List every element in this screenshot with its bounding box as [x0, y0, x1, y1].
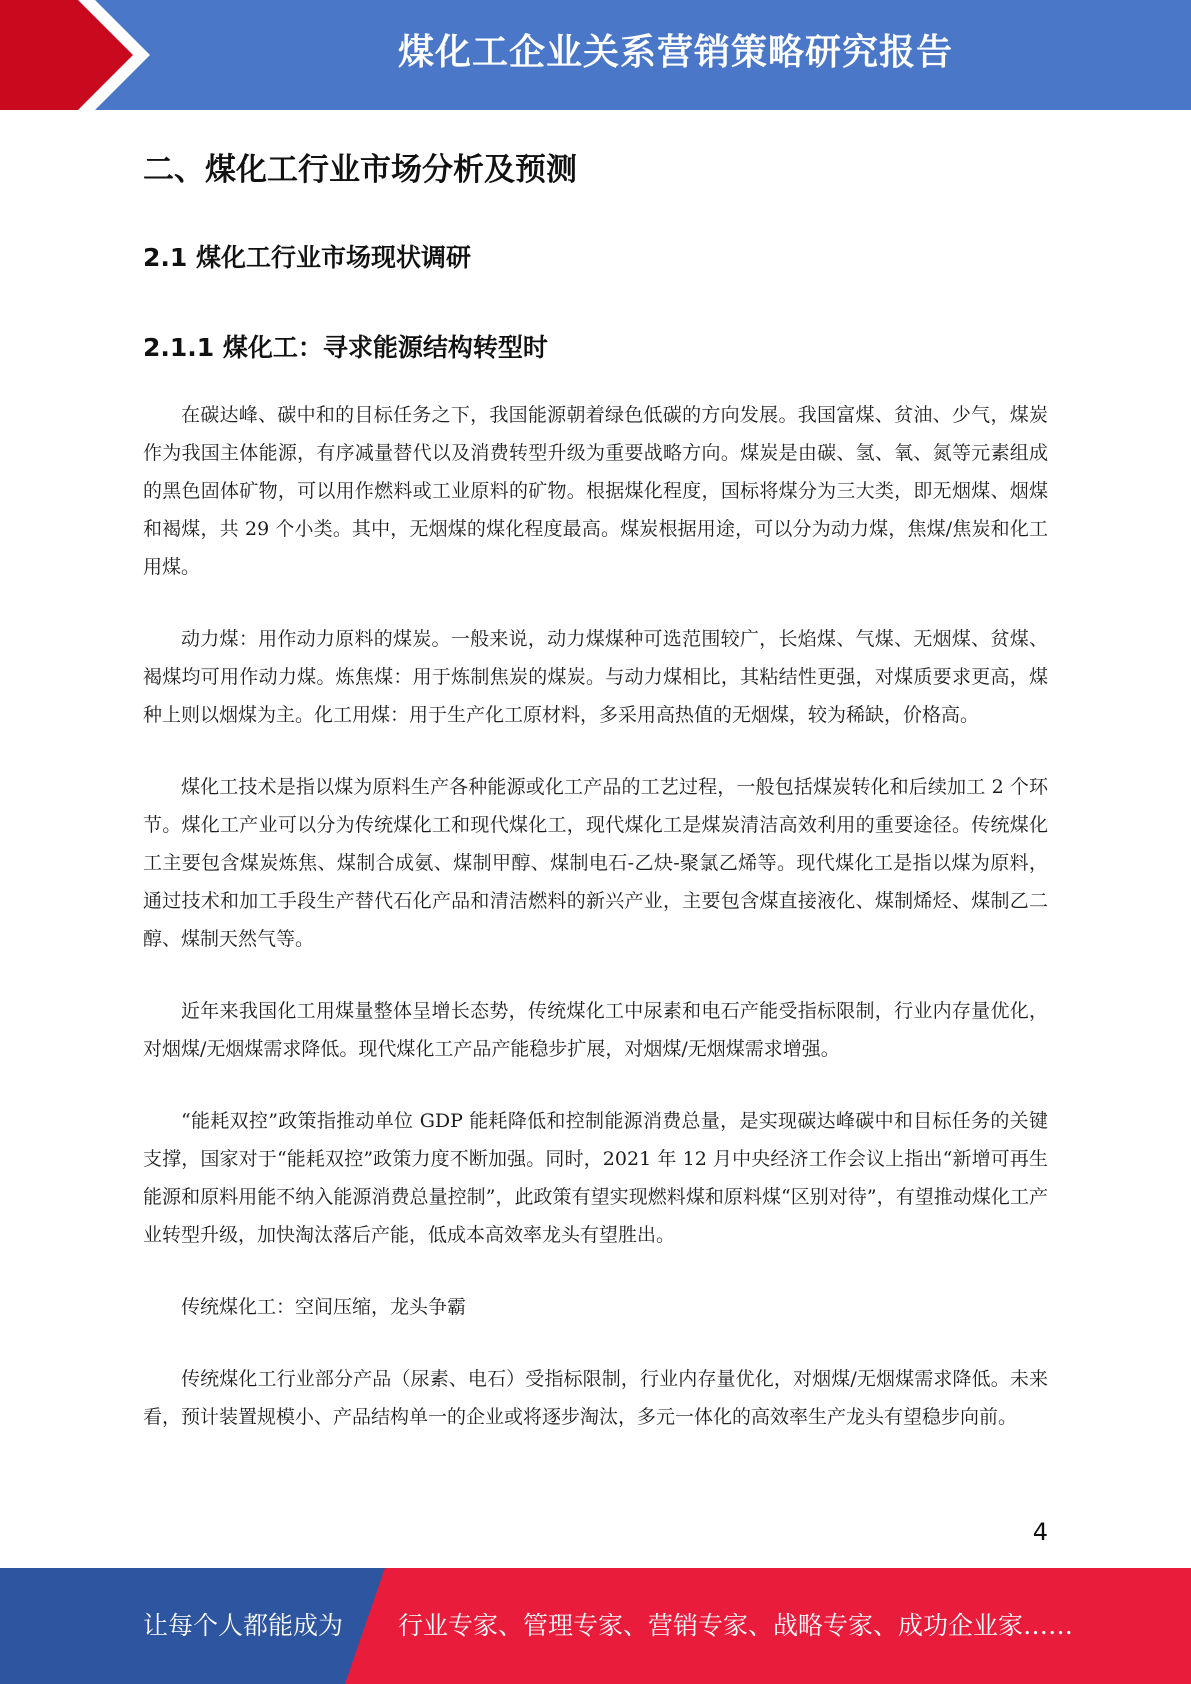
page-footer	[0, 1568, 1191, 1684]
paragraph-7: 传统煤化工行业部分产品（尿素、电石）受指标限制，行业内存量优化，对烟煤/无烟煤需求降低。未来看，预计装置规模小、产品结构单一的企业或将逐步淘汰，多元一体化的高效率生产龙头有望稳步向前。	[143, 1368, 1048, 1428]
page-number: 4	[1032, 1518, 1048, 1546]
header-arrow-decoration	[0, 0, 160, 110]
page-header	[0, 0, 1191, 110]
paragraph-6: 传统煤化工：空间压缩，龙头争霸	[181, 1296, 467, 1318]
report-title: 煤化工企业关系营销策略研究报告	[397, 32, 953, 73]
main-content	[143, 130, 1048, 1436]
subsection-heading: 2.1.1 煤化工：寻求能源结构转型时	[143, 333, 548, 362]
paragraph-2: 动力煤：用作动力原料的煤炭。一般来说，动力煤煤种可选范围较广，长焰煤、气煤、无烟煤、贫煤、褐煤均可用作动力煤。炼焦煤：用于炼制焦炭的煤炭。与动力煤相比，其粘结性更强，对煤质要求更高，煤种上则以烟煤为主。化工用煤：用于生产化工原材料，多采用高热值的无烟煤，较为稀缺，价格高。	[143, 628, 1048, 726]
paragraph-1: 在碳达峰、碳中和的目标任务之下，我国能源朝着绿色低碳的方向发展。我国富煤、贫油、少气，煤炭作为我国主体能源，有序减量替代以及消费转型升级为重要战略方向。煤炭是由碳、氢、氧、氮等元素组成的黑色固体矿物，可以用作燃料或工业原料的矿物。根据煤化程度，国标将煤分为三大类，即无烟煤、烟煤和褐煤，共 29 个小类。其中，无烟煤的煤化程度最高。煤炭根据用途，可以分为动力煤，焦煤/焦炭和化工用煤。	[143, 404, 1048, 578]
section-heading: 2.1 煤化工行业市场现状调研	[143, 243, 471, 272]
paragraph-3: 煤化工技术是指以煤为原料生产各种能源或化工产品的工艺过程，一般包括煤炭转化和后续加工 2 个环节。煤化工产业可以分为传统煤化工和现代煤化工，现代煤化工是煤炭清洁高效利用的重要途径。传统煤化工主要包含煤炭炼焦、煤制合成氨、煤制甲醇、煤制电石-乙炔-聚氯乙烯等。现代煤化工是指以煤为原料，通过技术和加工手段生产替代石化产品和清洁燃料的新兴产业，主要包含煤直接液化、煤制烯烃、煤制乙二醇、煤制天然气等。	[143, 776, 1048, 950]
paragraph-5: “能耗双控”政策指推动单位 GDP 能耗降低和控制能源消费总量，是实现碳达峰碳中和目标任务的关键支撑，国家对于“能耗双控”政策力度不断加强。同时，2021 年 12 月中央经济工作会议上指出“新增可再生能源和原料用能不纳入能源消费总量控制”，此政策有望实现燃料煤和原料煤“区别对待”，有望推动煤化工产业转型升级，加快淘汰落后产能，低成本高效率龙头有望胜出。	[143, 1110, 1048, 1246]
footer-slogan-left: 让每个人都能成为	[143, 1611, 344, 1640]
paragraph-4: 近年来我国化工用煤量整体呈增长态势，传统煤化工中尿素和电石产能受指标限制，行业内存量优化，对烟煤/无烟煤需求降低。现代煤化工产品产能稳步扩展，对烟煤/无烟煤需求增强。	[143, 1000, 1048, 1060]
footer-slogan-right: 行业专家、管理专家、营销专家、战略专家、成功企业家……	[398, 1611, 1074, 1640]
chapter-heading: 二、煤化工行业市场分析及预测	[143, 152, 577, 188]
